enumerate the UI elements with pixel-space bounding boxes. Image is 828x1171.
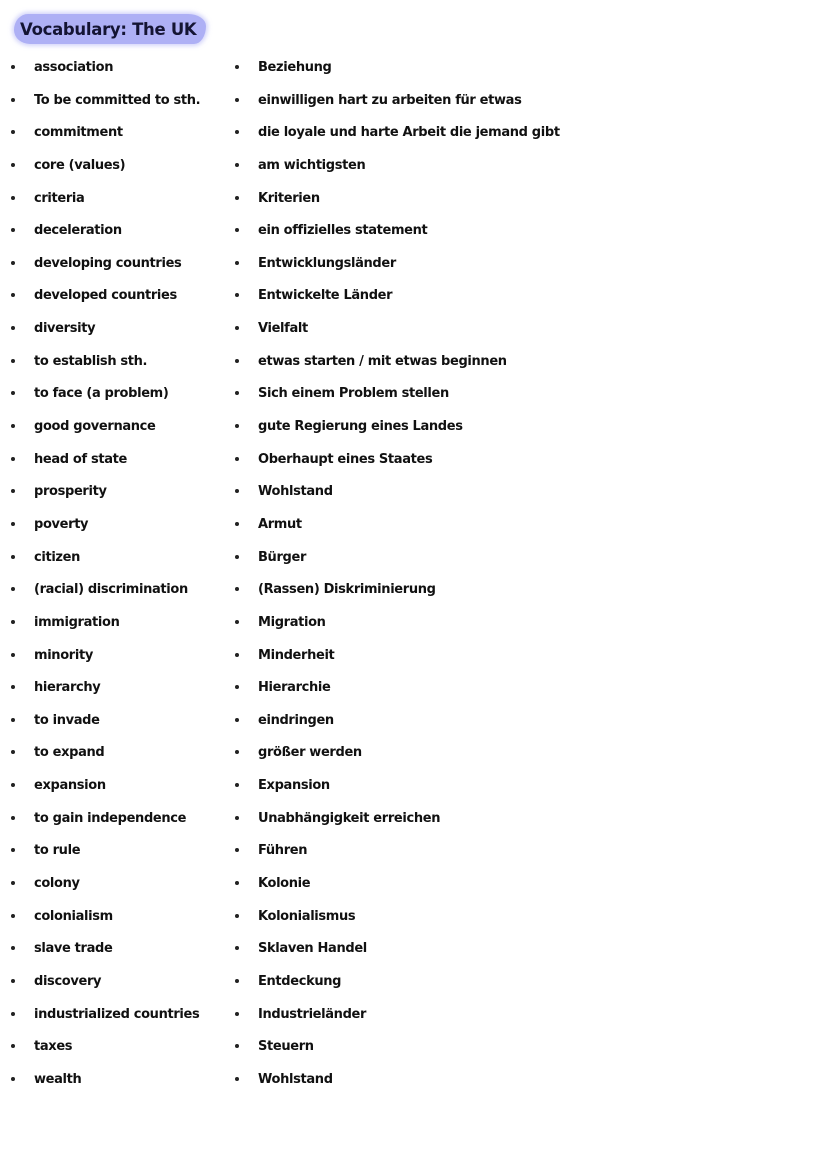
german-translation: Industrieländer [258,1006,367,1022]
bullet-icon [235,1077,239,1081]
bullet-icon [235,685,239,689]
english-term: immigration [34,614,120,630]
vocabulary-row [0,546,828,579]
bullet-icon [235,228,239,232]
bullet-icon [235,261,239,265]
vocabulary-row [0,1068,828,1101]
english-term: to gain independence [34,810,187,826]
vocabulary-row [0,970,828,1003]
bullet-icon [11,163,15,167]
bullet-icon [235,130,239,134]
german-translation: Sich einem Problem stellen [258,386,449,402]
english-term: developing countries [34,255,182,271]
bullet-icon [11,196,15,200]
english-term: minority [34,647,93,663]
bullet-icon [11,98,15,102]
vocabulary-row [0,480,828,513]
german-translation: Hierarchie [258,680,331,696]
vocabulary-row [0,741,828,774]
german-translation: Wohlstand [258,1071,333,1087]
vocabulary-row [0,676,828,709]
vocabulary-list [0,56,828,1101]
vocabulary-row [0,872,828,905]
vocabulary-row [0,56,828,89]
english-term: to rule [34,843,81,859]
bullet-icon [235,783,239,787]
german-translation: Führen [258,843,308,859]
english-term: developed countries [34,288,177,304]
bullet-icon [11,326,15,330]
bullet-icon [11,783,15,787]
bullet-icon [11,685,15,689]
vocabulary-row [0,382,828,415]
vocabulary-row [0,317,828,350]
bullet-icon [11,522,15,526]
english-term: diversity [34,321,96,337]
english-term: prosperity [34,484,107,500]
bullet-icon [235,555,239,559]
english-term: to expand [34,745,105,761]
title-highlight [14,14,206,44]
bullet-icon [235,522,239,526]
german-translation: (Rassen) Diskriminierung [258,582,436,598]
bullet-icon [235,946,239,950]
german-translation: Kriterien [258,190,320,206]
vocabulary-row [0,89,828,122]
german-translation: Entdeckung [258,973,342,989]
bullet-icon [11,718,15,722]
english-term: citizen [34,549,81,565]
bullet-icon [235,391,239,395]
vocabulary-row [0,937,828,970]
bullet-icon [11,816,15,820]
english-term: core (values) [34,157,126,173]
bullet-icon [235,489,239,493]
vocabulary-row [0,219,828,252]
german-translation: Steuern [258,1039,314,1055]
bullet-icon [235,816,239,820]
german-translation: Entwickelte Länder [258,288,393,304]
bullet-icon [11,391,15,395]
english-term: (racial) discrimination [34,582,188,598]
german-translation: am wichtigsten [258,157,366,173]
german-translation: Kolonialismus [258,908,356,924]
english-term: commitment [34,125,123,141]
english-term: taxes [34,1039,73,1055]
german-translation: Minderheit [258,647,335,663]
vocabulary-row [0,1035,828,1068]
bullet-icon [11,130,15,134]
bullet-icon [11,228,15,232]
german-translation: Migration [258,614,326,630]
german-translation: Entwicklungsländer [258,255,396,271]
german-translation: Oberhaupt eines Staates [258,451,433,467]
vocabulary-row [0,578,828,611]
bullet-icon [235,326,239,330]
bullet-icon [235,587,239,591]
english-term: to invade [34,712,100,728]
german-translation: Beziehung [258,60,332,75]
vocabulary-row [0,1003,828,1036]
bullet-icon [11,489,15,493]
vocabulary-row [0,513,828,546]
bullet-icon [11,653,15,657]
english-term: industrialized countries [34,1006,200,1022]
vocabulary-row [0,839,828,872]
english-term: discovery [34,973,102,989]
bullet-icon [11,359,15,363]
bullet-icon [235,424,239,428]
english-term: hierarchy [34,680,101,696]
german-translation: einwilligen hart zu arbeiten für etwas [258,92,522,108]
bullet-icon [11,914,15,918]
vocabulary-row [0,284,828,317]
vocabulary-row [0,154,828,187]
vocabulary-row [0,187,828,220]
bullet-icon [11,555,15,559]
bullet-icon [235,979,239,983]
bullet-icon [235,65,239,69]
english-term: colonialism [34,908,113,924]
english-term: association [34,60,114,75]
vocabulary-row [0,644,828,677]
bullet-icon [235,293,239,297]
bullet-icon [11,1044,15,1048]
german-translation: Bürger [258,549,307,565]
german-translation: Armut [258,516,302,532]
vocabulary-row [0,121,828,154]
english-term: To be committed to sth. [34,92,201,108]
english-term: wealth [34,1071,82,1087]
bullet-icon [11,620,15,624]
english-term: head of state [34,451,127,467]
german-translation: eindringen [258,712,334,728]
bullet-icon [11,979,15,983]
german-translation: Expansion [258,778,330,794]
english-term: expansion [34,778,106,794]
bullet-icon [235,1044,239,1048]
vocabulary-row [0,611,828,644]
bullet-icon [11,261,15,265]
german-translation: Wohlstand [258,484,333,500]
german-translation: ein offizielles statement [258,223,428,239]
english-term: colony [34,876,80,892]
vocabulary-row [0,774,828,807]
german-translation: die loyale und harte Arbeit die jemand gibt [258,125,560,141]
bullet-icon [235,750,239,754]
bullet-icon [11,750,15,754]
bullet-icon [235,848,239,852]
english-term: to establish sth. [34,353,148,369]
english-term: poverty [34,516,89,532]
bullet-icon [235,620,239,624]
english-term: deceleration [34,223,122,239]
bullet-icon [11,848,15,852]
vocabulary-row [0,448,828,481]
bullet-icon [11,1012,15,1016]
german-translation: gute Regierung eines Landes [258,419,463,435]
vocabulary-row [0,905,828,938]
vocabulary-row [0,415,828,448]
bullet-icon [11,457,15,461]
german-translation: Sklaven Handel [258,941,367,957]
bullet-icon [235,98,239,102]
german-translation: Kolonie [258,876,311,892]
bullet-icon [11,424,15,428]
bullet-icon [235,457,239,461]
bullet-icon [235,881,239,885]
german-translation: Vielfalt [258,321,308,337]
english-term: good governance [34,419,156,435]
bullet-icon [11,65,15,69]
bullet-icon [11,293,15,297]
vocabulary-row [0,350,828,383]
bullet-icon [235,1012,239,1016]
bullet-icon [235,359,239,363]
page-title: Vocabulary: The UK [20,19,197,39]
english-term: to face (a problem) [34,386,169,402]
bullet-icon [235,163,239,167]
bullet-icon [235,196,239,200]
english-term: slave trade [34,941,113,957]
bullet-icon [235,653,239,657]
bullet-icon [11,946,15,950]
vocabulary-row [0,709,828,742]
german-translation: etwas starten / mit etwas beginnen [258,353,507,369]
bullet-icon [11,881,15,885]
english-term: criteria [34,190,85,206]
bullet-icon [235,718,239,722]
bullet-icon [11,1077,15,1081]
vocabulary-row [0,807,828,840]
bullet-icon [235,914,239,918]
bullet-icon [11,587,15,591]
german-translation: Unabhängigkeit erreichen [258,810,441,826]
vocabulary-row [0,252,828,285]
german-translation: größer werden [258,745,362,761]
